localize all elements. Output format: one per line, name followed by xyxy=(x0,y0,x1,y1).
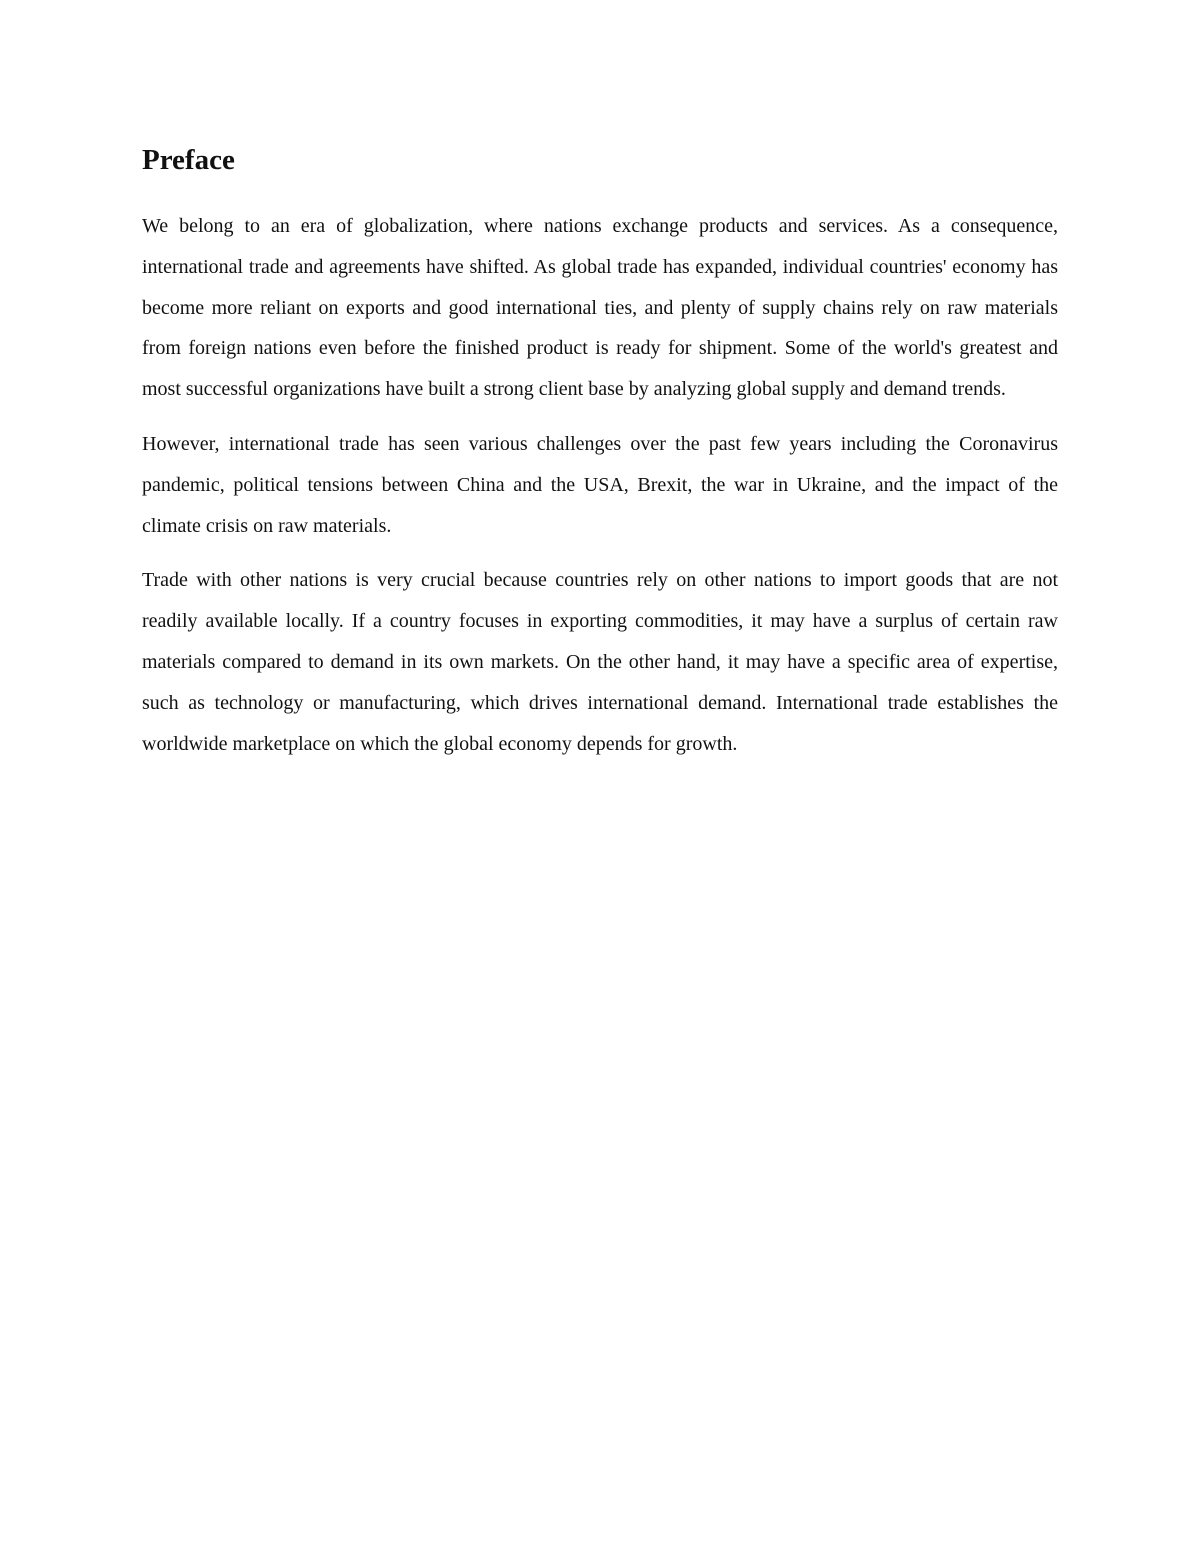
page-title: Preface xyxy=(142,144,235,176)
paragraph-importance: Trade with other nations is very crucial because countries rely on other nations to import goods that are not readily available locally. If a country focuses in exporting commodities, it may have a surplus of certain raw materials compared to demand in its own markets. On the other hand, it may have a specific area of expertise, such as technology or manufacturing, which drives international demand. International trade establishes the worldwide marketplace on which the global economy depends for growth. xyxy=(142,569,1058,755)
page-content xyxy=(142,138,1058,778)
paragraph-globalization: We belong to an era of globalization, where nations exchange products and services. As a consequence, international trade and agreements have shifted. As global trade has expanded, individual countries' economy has become more reliant on exports and good international ties, and plenty of supply chains rely on raw materials from foreign nations even before the finished product is ready for shipment. Some of the world's greatest and most successful organizations have built a strong client base by analyzing global supply and demand trends. xyxy=(142,215,1058,401)
paragraph-challenges: However, international trade has seen various challenges over the past few years including the Coronavirus pandemic, political tensions between China and the USA, Brexit, the war in Ukraine, and the impact of the climate crisis on raw materials. xyxy=(142,432,1058,537)
